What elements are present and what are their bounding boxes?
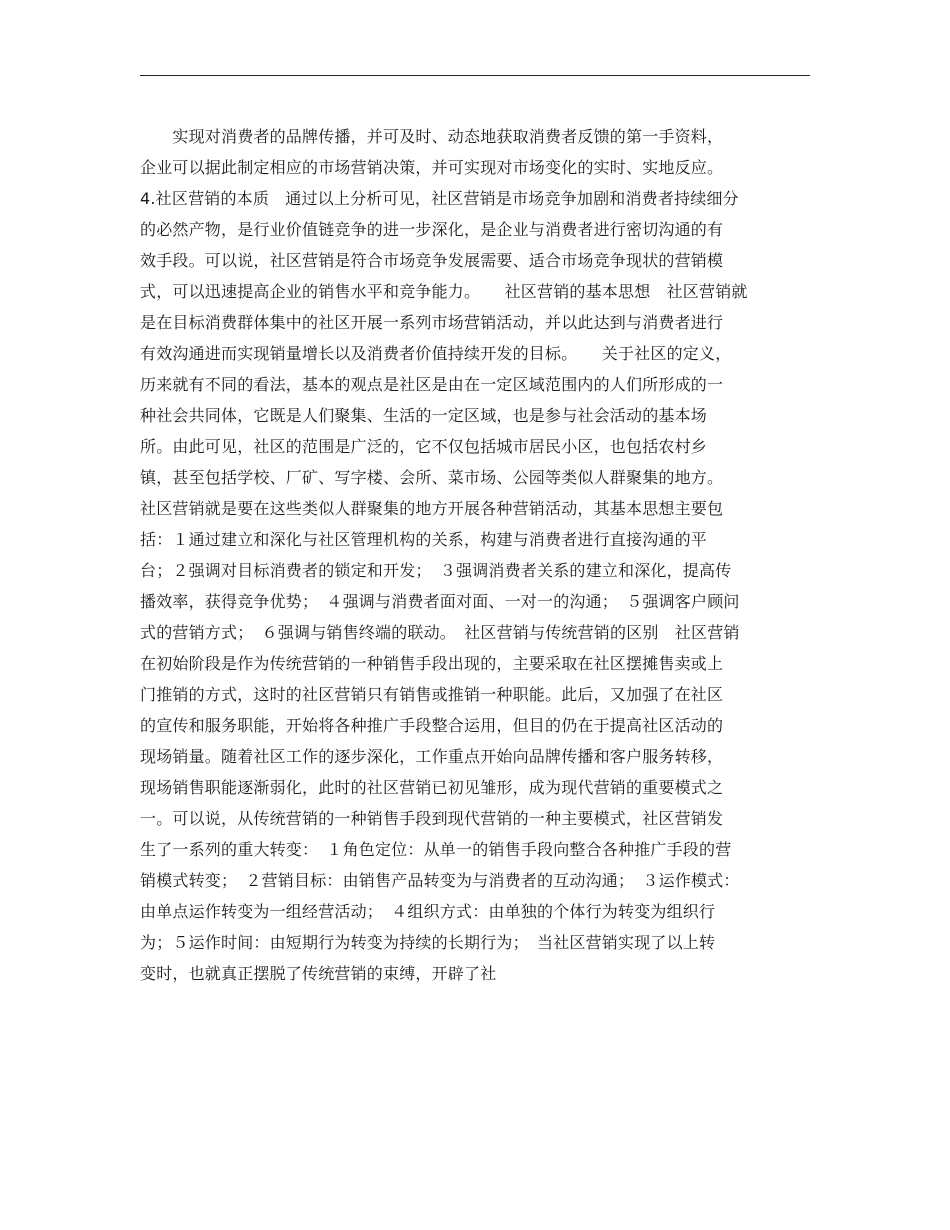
- text-line: 为；５运作时间：由短期行为转变为持续的长期行为； 当社区营销实现了以上转: [140, 933, 716, 952]
- text-line: 的必然产物，是行业价值链竞争的进一步深化，是企业与消费者进行密切沟通的有: [140, 220, 724, 239]
- text-line: 4.社区营销的本质 通过以上分析可见，社区营销是市场竞争加剧和消费者持续细分: [140, 189, 739, 208]
- text-line: 一。可以说，从传统营销的一种销售手段到现代营销的一种主要模式，社区营销发: [140, 809, 724, 828]
- text-line: 式，可以迅速提高企业的销售水平和竞争能力。 社区营销的基本思想 社区营销就: [140, 282, 748, 301]
- text-line: 台；２强调对目标消费者的锁定和开发； ３强调消费者关系的建立和深化，提高传: [140, 561, 732, 580]
- text-line: 效手段。可以说，社区营销是符合市场竞争发展需要、适合市场竞争现状的营销模: [140, 251, 724, 270]
- text-line: 式的营销方式； ６强调与销售终端的联动。 社区营销与传统营销的区别 社区营销: [140, 623, 740, 642]
- text-line: 镇，甚至包括学校、厂矿、写字楼、会所、菜市场、公园等类似人群聚集的地方。: [140, 468, 724, 487]
- text-line: 实现对消费者的品牌传播，并可及时、动态地获取消费者反馈的第一手资料，: [140, 127, 724, 146]
- text-line: 变时，也就真正摆脱了传统营销的束缚，开辟了社: [140, 964, 497, 983]
- text-line: 现场销量。随着社区工作的逐步深化，工作重点开始向品牌传播和客户服务转移，: [140, 747, 724, 766]
- text-line: 门推销的方式，这时的社区营销只有销售或推销一种职能。此后，又加强了在社区: [140, 685, 724, 704]
- text-line: 在初始阶段是作为传统营销的一种销售手段出现的，主要采取在社区摆摊售卖或上: [140, 654, 724, 673]
- text-line: 由单点运作转变为一组经营活动； ４组织方式：由单独的个体行为转变为组织行: [140, 902, 716, 921]
- text-line: 所。由此可见，社区的范围是广泛的，它不仅包括城市居民小区，也包括农村乡: [140, 437, 708, 456]
- text-line: 播效率，获得竞争优势； ４强调与消费者面对面、一对一的沟通； ５强调客户顾问: [140, 592, 740, 611]
- text-line: 括：１通过建立和深化与社区管理机构的关系，构建与消费者进行直接沟通的平: [140, 530, 708, 549]
- text-line: 种社会共同体，它既是人们聚集、生活的一定区域，也是参与社会活动的基本场: [140, 406, 708, 425]
- text-line: 生了一系列的重大转变： １角色定位：从单一的销售手段向整合各种推广手段的营: [140, 840, 732, 859]
- text-line: 历来就有不同的看法，基本的观点是社区是由在一定区域范围内的人们所形成的一: [140, 375, 724, 394]
- text-line: 销模式转变； ２营销目标：由销售产品转变为与消费者的互动沟通； ３运作模式：: [140, 871, 740, 890]
- text-line: 的宣传和服务职能，开始将各种推广手段整合运用，但目的仍在于提高社区活动的: [140, 716, 724, 735]
- text-line: 企业可以据此制定相应的市场营销决策，并可实现对市场变化的实时、实地反应。: [140, 158, 724, 177]
- text-line: 有效沟通进而实现销量增长以及消费者价值持续开发的目标。 关于社区的定义，: [140, 344, 732, 363]
- body-text: [140, 121, 820, 989]
- text-line: 现场销售职能逐渐弱化，此时的社区营销已初见雏形，成为现代营销的重要模式之: [140, 778, 724, 797]
- header-rule: [140, 75, 810, 76]
- text-line: 社区营销就是要在这些类似人群聚集的地方开展各种营销活动，其基本思想主要包: [140, 499, 724, 518]
- text-line: 是在目标消费群体集中的社区开展一系列市场营销活动，并以此达到与消费者进行: [140, 313, 724, 332]
